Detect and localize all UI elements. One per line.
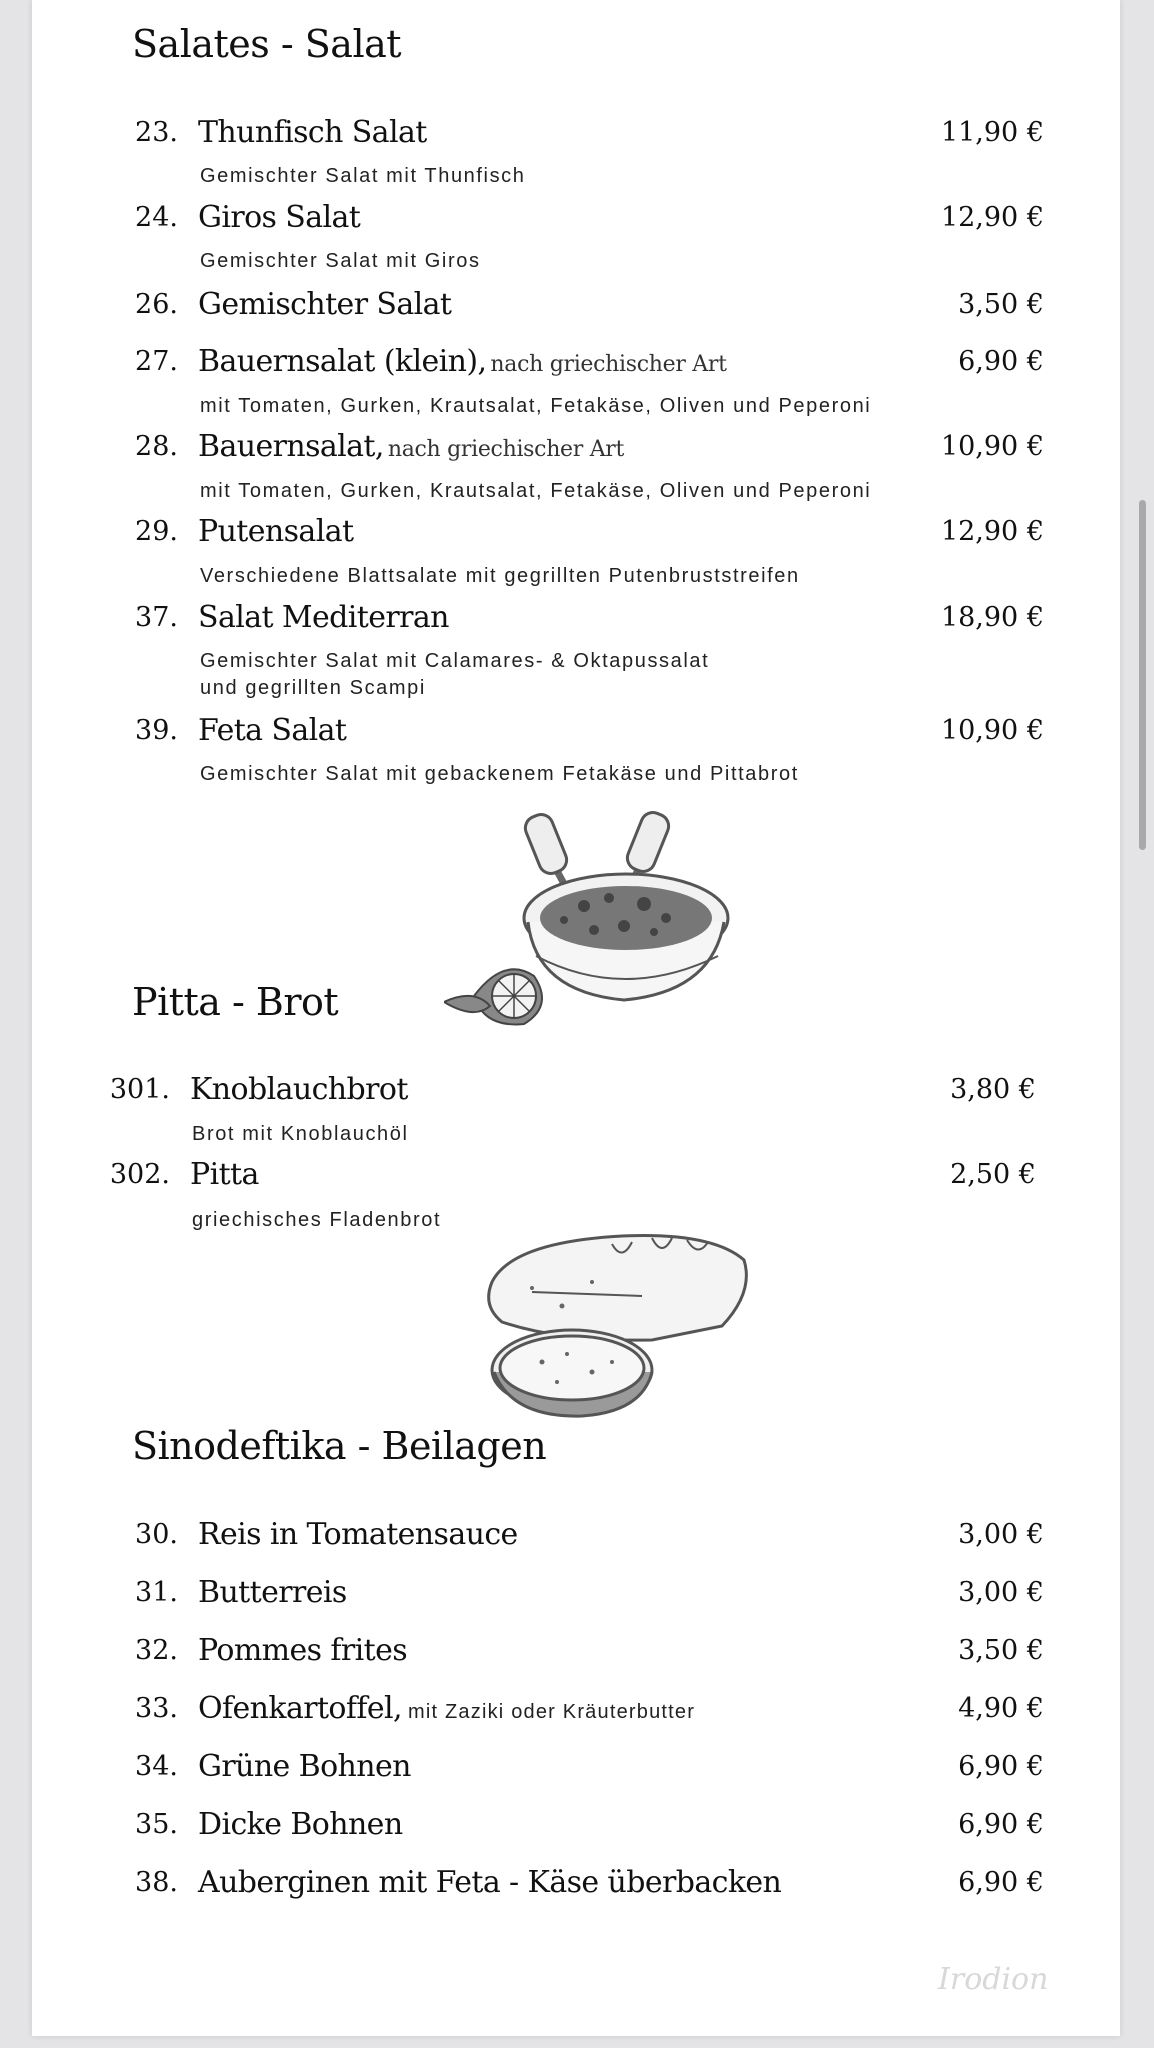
item-name-group bbox=[198, 429, 624, 464]
menu-item-302 bbox=[32, 1157, 1120, 1197]
menu-item-29 bbox=[32, 514, 1120, 554]
item-name: Auberginen mit Feta - Käse überbacken bbox=[198, 1865, 782, 1900]
menu-item-38 bbox=[32, 1865, 1120, 1905]
salad-bowl-illustration bbox=[444, 806, 734, 1032]
item-description: Verschiedene Blattsalate mit gegrillten Putenbruststreifen bbox=[200, 565, 800, 587]
item-price: 6,90 € bbox=[958, 1809, 1044, 1840]
item-description: Gemischter Salat mit Thunfisch bbox=[200, 165, 526, 187]
item-number: 24. bbox=[135, 202, 178, 233]
item-number: 34. bbox=[135, 1751, 178, 1782]
item-name: Putensalat bbox=[198, 514, 354, 549]
item-number: 27. bbox=[135, 346, 178, 377]
item-number: 29. bbox=[135, 516, 178, 547]
item-name: Grüne Bohnen bbox=[198, 1749, 411, 1784]
menu-item-32 bbox=[32, 1633, 1120, 1673]
item-name: Dicke Bohnen bbox=[198, 1807, 403, 1842]
menu-item-301 bbox=[32, 1072, 1120, 1112]
item-price: 18,90 € bbox=[940, 602, 1044, 633]
item-price: 3,00 € bbox=[958, 1519, 1044, 1550]
item-description: griechisches Fladenbrot bbox=[192, 1209, 442, 1231]
menu-item-39 bbox=[32, 713, 1120, 753]
item-price: 2,50 € bbox=[950, 1159, 1036, 1190]
section-title-sides: Sinodeftika - Beilagen bbox=[132, 1424, 547, 1468]
bread-loaf-illustration bbox=[472, 1222, 752, 1422]
item-price: 10,90 € bbox=[940, 715, 1044, 746]
item-number: 32. bbox=[135, 1635, 178, 1666]
item-price: 6,90 € bbox=[958, 346, 1044, 377]
item-name: Thunfisch Salat bbox=[198, 115, 427, 150]
item-description: Brot mit Knoblauchöl bbox=[192, 1123, 409, 1145]
menu-item-24 bbox=[32, 200, 1120, 240]
item-description: Gemischter Salat mit Calamares- & Oktapussalat und gegrillten Scampi bbox=[200, 650, 710, 699]
item-number: 23. bbox=[135, 117, 178, 148]
item-number: 31. bbox=[135, 1577, 178, 1608]
menu-page bbox=[32, 0, 1120, 2036]
item-number: 37. bbox=[135, 602, 178, 633]
item-price: 6,90 € bbox=[958, 1751, 1044, 1782]
item-name: Bauernsalat (klein), bbox=[198, 344, 487, 379]
menu-item-26 bbox=[32, 287, 1120, 327]
menu-item-34 bbox=[32, 1749, 1120, 1789]
item-name: Feta Salat bbox=[198, 713, 347, 748]
menu-item-23 bbox=[32, 115, 1120, 155]
item-price: 3,50 € bbox=[958, 1635, 1044, 1666]
item-name: Bauernsalat, bbox=[198, 429, 384, 464]
item-number: 28. bbox=[135, 431, 178, 462]
item-description: Gemischter Salat mit Giros bbox=[200, 250, 481, 272]
item-price: 3,00 € bbox=[958, 1577, 1044, 1608]
item-name: Pommes frites bbox=[198, 1633, 408, 1668]
section-title-pitta: Pitta - Brot bbox=[132, 980, 339, 1024]
item-number: 26. bbox=[135, 289, 178, 320]
menu-item-37 bbox=[32, 600, 1120, 640]
item-name: Ofenkartoffel, bbox=[198, 1691, 402, 1726]
item-description: Gemischter Salat mit gebackenem Fetakäse und Pittabrot bbox=[200, 763, 799, 785]
menu-item-27 bbox=[32, 344, 1120, 384]
menu-item-31 bbox=[32, 1575, 1120, 1615]
item-note: nach griechischer Art bbox=[490, 352, 727, 377]
item-note: mit Zaziki oder Kräuterbutter bbox=[408, 1701, 696, 1723]
menu-item-30 bbox=[32, 1517, 1120, 1557]
item-name: Pitta bbox=[190, 1157, 259, 1192]
menu-item-28 bbox=[32, 429, 1120, 469]
item-name: Knoblauchbrot bbox=[190, 1072, 408, 1107]
item-name-group bbox=[198, 344, 727, 379]
item-description: mit Tomaten, Gurken, Krautsalat, Fetakäse, Oliven und Peperoni bbox=[200, 480, 872, 502]
item-description: mit Tomaten, Gurken, Krautsalat, Fetakäse, Oliven und Peperoni bbox=[200, 395, 872, 417]
item-name: Butterreis bbox=[198, 1575, 347, 1610]
menu-item-33 bbox=[32, 1691, 1120, 1731]
item-price: 10,90 € bbox=[940, 431, 1044, 462]
item-number: 30. bbox=[135, 1519, 178, 1550]
item-price: 12,90 € bbox=[940, 516, 1044, 547]
watermark-logo: Irodion bbox=[938, 1962, 1049, 1997]
item-name: Reis in Tomatensauce bbox=[198, 1517, 518, 1552]
item-name-group bbox=[198, 1691, 695, 1726]
item-number: 301. bbox=[109, 1074, 170, 1105]
item-price: 6,90 € bbox=[958, 1867, 1044, 1898]
item-number: 35. bbox=[135, 1809, 178, 1840]
item-name: Salat Mediterran bbox=[198, 600, 449, 635]
scrollbar-thumb[interactable] bbox=[1139, 500, 1146, 850]
item-price: 3,80 € bbox=[950, 1074, 1036, 1105]
menu-item-35 bbox=[32, 1807, 1120, 1847]
item-number: 33. bbox=[135, 1693, 178, 1724]
item-note: nach griechischer Art bbox=[387, 437, 625, 462]
item-price: 4,90 € bbox=[958, 1693, 1044, 1724]
item-number: 39. bbox=[135, 715, 178, 746]
item-price: 11,90 € bbox=[940, 117, 1044, 148]
item-name: Gemischter Salat bbox=[198, 287, 452, 322]
item-price: 12,90 € bbox=[940, 202, 1044, 233]
item-number: 38. bbox=[135, 1867, 178, 1898]
item-number: 302. bbox=[109, 1159, 170, 1190]
item-name: Giros Salat bbox=[198, 200, 361, 235]
item-price: 3,50 € bbox=[958, 289, 1044, 320]
section-title-salads: Salates - Salat bbox=[132, 22, 402, 66]
